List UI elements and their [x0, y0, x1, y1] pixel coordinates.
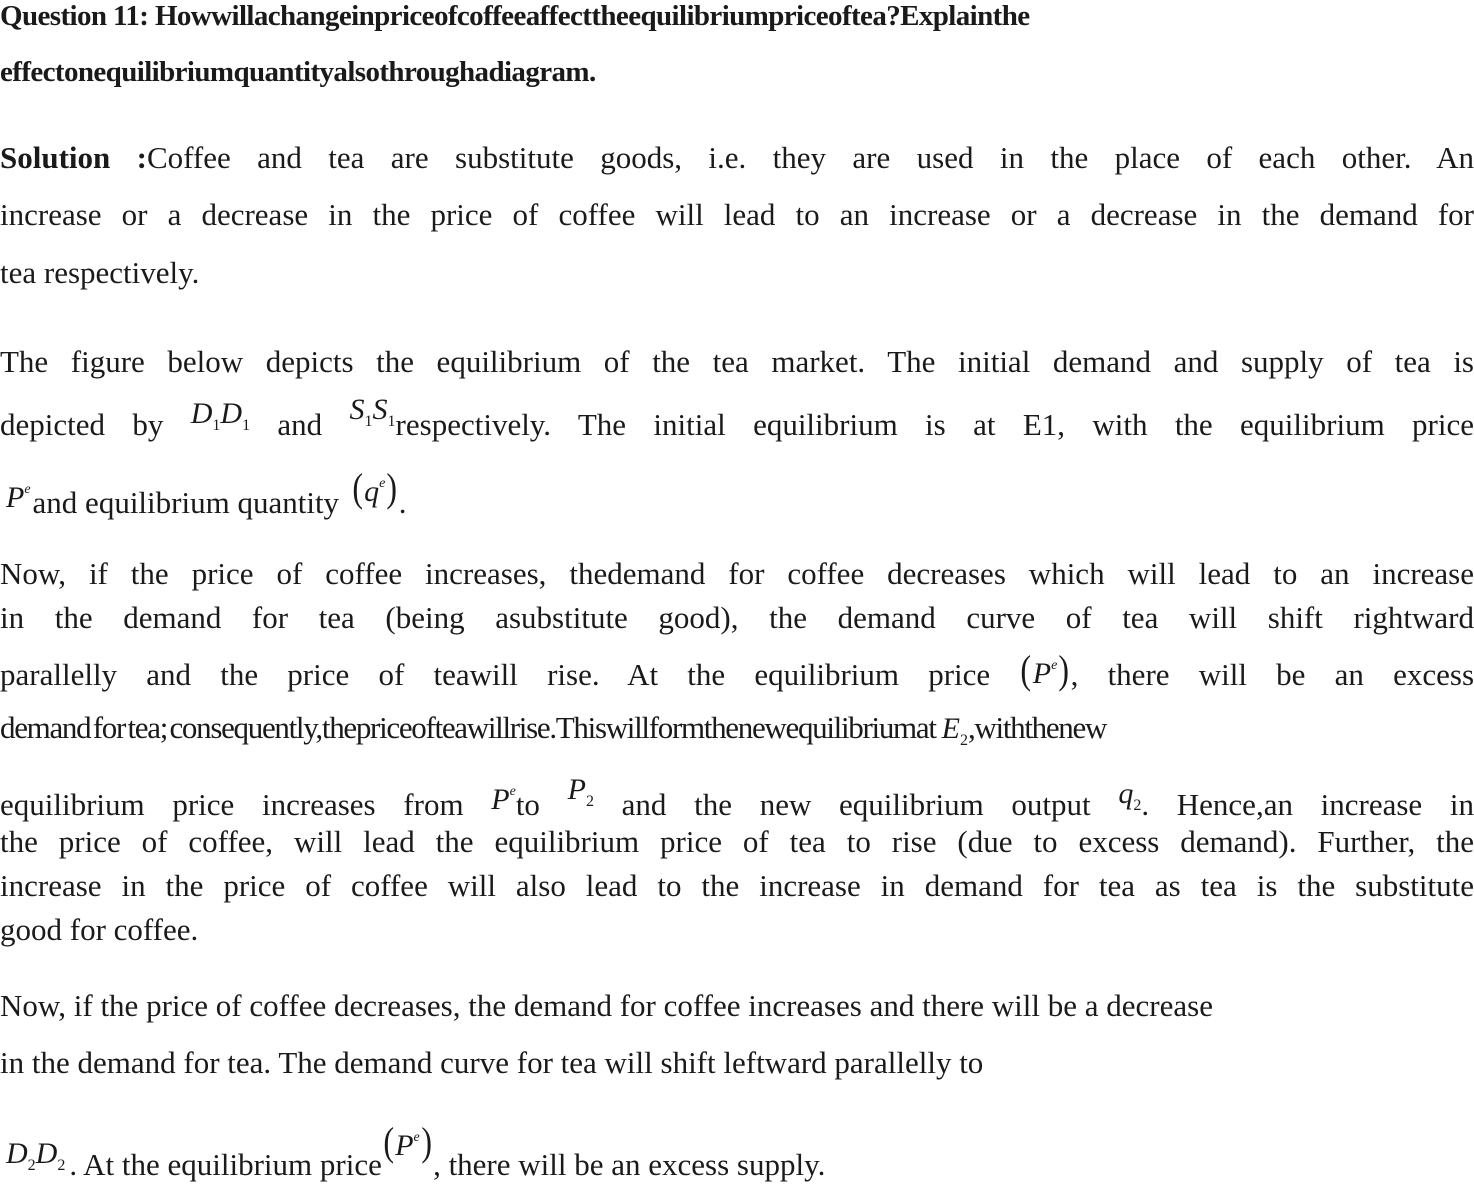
- text-paragraph-3-line-3a: parallelly and the price of teawill rise. At the equilibrium price: [0, 657, 991, 692]
- paragraph-3-line-6: the price of coffee, will lead the equilibrium price of tea to rise (due to excess demand). Further, the: [0, 824, 1474, 859]
- math-s1s1: $S_1S_1$: [349, 393, 396, 430]
- paragraph-4-line-3: [0, 1119, 1474, 1196]
- solution-text: Coffee and tea are substitute goods, i.e. they are used in the place of each other. An: [146, 140, 1474, 175]
- paragraph-3-line-4: [0, 710, 1474, 759]
- paragraph-4-line-1: Now, if the price of coffee decreases, the demand for coffee increases and there will be a decrease: [0, 988, 1213, 1023]
- text-price-increases-from: equilibrium price increases from: [0, 787, 464, 822]
- question-title-line-1: Question 11: Howwillachangeinpriceofcoffeeaffecttheequilibriumpriceoftea?Explainthe: [0, 0, 1030, 32]
- paragraph-2-line-3: [0, 465, 1474, 522]
- text-respectively: respectively. The initial equilibrium is at E1, with the equilibrium price: [395, 407, 1474, 442]
- solution-paragraph-1-line-1: [0, 140, 1474, 176]
- math-e2: $E_2$: [941, 712, 968, 749]
- math-qe: $(q^e)$: [352, 465, 398, 510]
- paragraph-2-line-2: [0, 393, 1474, 456]
- text-with-the-new: ,withthenew: [967, 710, 1107, 745]
- text-period: .: [398, 485, 407, 520]
- math-pe-2: $P^e$: [491, 783, 516, 816]
- text-excess: , there will be an excess: [1070, 657, 1474, 692]
- math-d1d1: $D_1D_1$: [190, 397, 251, 434]
- math-pe-paren: $(P^e)$: [1020, 647, 1070, 692]
- paragraph-3-line-1: Now, if the price of coffee increases, thedemand for coffee decreases which will lead to an increase: [0, 556, 1474, 591]
- text-to: to: [515, 787, 540, 822]
- math-pe: $P^e$: [6, 481, 31, 514]
- question-title-line-2: effectonequilibriumquantityalsothroughadiagram.: [0, 56, 596, 88]
- text-equilibrium-quantity: and equilibrium quantity: [32, 485, 340, 520]
- text-at-equilibrium-price: . At the equilibrium price: [69, 1147, 382, 1182]
- solution-paragraph-1-line-3: tea respectively.: [0, 255, 200, 290]
- math-p2: $P_2$: [567, 773, 594, 810]
- math-pe-paren-2: $(P^e)$: [383, 1119, 432, 1164]
- math-q2: $q_2$: [1118, 777, 1142, 814]
- text-depicted-by: depicted by: [0, 407, 164, 442]
- solution-label: Solution :: [0, 140, 147, 175]
- math-d2d2: $D_2D_2$: [6, 1137, 66, 1174]
- text-new-equilibrium-output: and the new equilibrium output: [621, 787, 1091, 822]
- paragraph-2-line-1: The figure below depicts the equilibrium of the tea market. The initial demand and supply of tea is: [0, 344, 1474, 379]
- text-paragraph-3-line-4a: demand for tea; consequently,thepriceofteawillrise.Thiswillformthenewequilibriumat: [0, 710, 936, 745]
- text-and: and: [277, 407, 323, 442]
- paragraph-3-line-8: good for coffee.: [0, 912, 199, 947]
- paragraph-3-line-3: [0, 647, 1474, 694]
- paragraph-4-line-2: in the demand for tea. The demand curve for tea will shift leftward parallelly to: [0, 1045, 984, 1080]
- text-hence: . Hence,an increase in: [1141, 787, 1474, 822]
- paragraph-3-line-2: in the demand for tea (being asubstitute good), the demand curve of tea will shift rightward: [0, 600, 1474, 635]
- text-excess-supply: , there will be an excess supply.: [433, 1147, 826, 1182]
- solution-paragraph-1-line-2: increase or a decrease in the price of coffee will lead to an increase or a decrease in the demand for: [0, 197, 1474, 232]
- paragraph-3-line-7: increase in the price of coffee will also lead to the increase in demand for tea as tea is the substitute: [0, 868, 1474, 903]
